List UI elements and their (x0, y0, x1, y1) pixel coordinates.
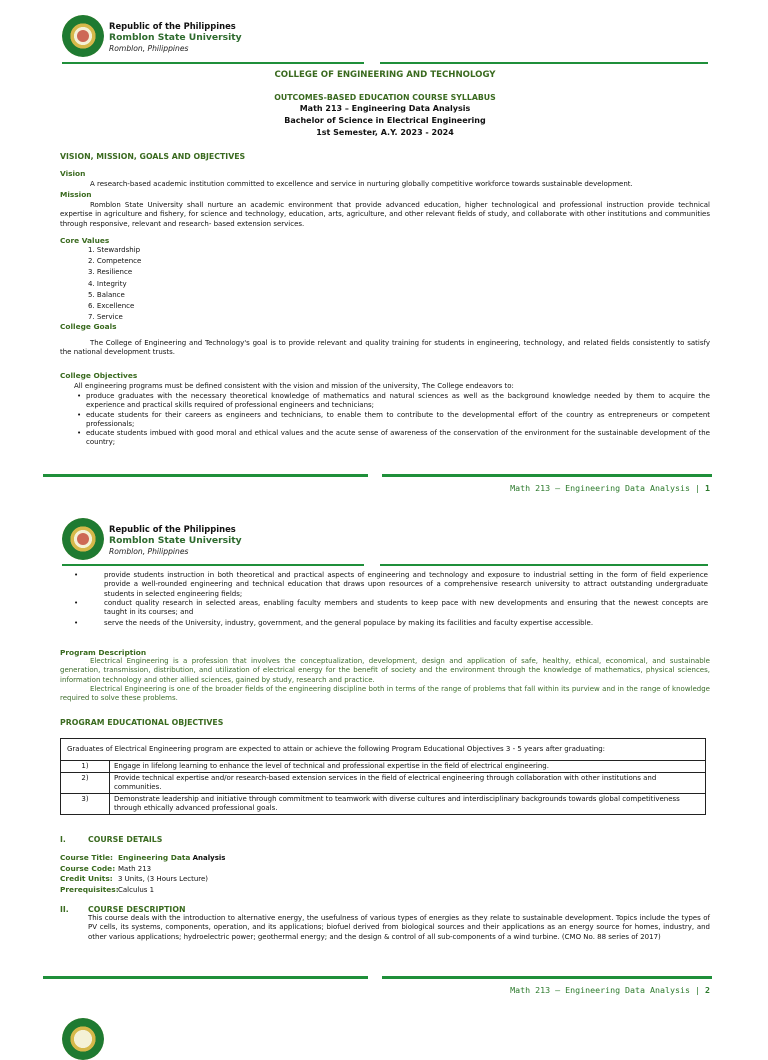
footer-divider-right (382, 474, 712, 477)
course-title-value-tail: Analysis (192, 854, 226, 862)
university-seal-logo (62, 15, 104, 57)
mission-label: Mission (60, 190, 92, 199)
college-objectives-label: College Objectives (60, 371, 138, 380)
peo-heading: PROGRAM EDUCATIONAL OBJECTIVES (60, 718, 224, 727)
list-item: • educate students for their careers as engineers and technicians, to enable them to contribute to the developmental effort of the country as entrepreneurs or competent professionals; (86, 411, 710, 430)
continued-objectives-list (104, 571, 708, 629)
mission-text: Romblon State University shall nurture an academic environment that provide advanced education, higher technological and professional instruction provide technical expertise in agriculture and fishery, for science and technology, education, arts, agriculture, and other relevant fields of study, and collaborate with other institutions and communities through responsive, relevant and research- based extension services. (60, 201, 710, 228)
course-line: Math 213 – Engineering Data Analysis (299, 104, 471, 113)
header-divider-left (62, 62, 364, 64)
header-divider-right (380, 564, 708, 566)
course-code-value: Math 213 (118, 864, 152, 873)
core-value-item: 6. Excellence (88, 302, 135, 311)
core-value-item: 3. Resilience (88, 268, 133, 277)
university-location: Romblon, Philippines (109, 547, 189, 556)
core-value-item: 2. Competence (88, 257, 142, 266)
table-row (61, 773, 706, 794)
footer-divider-left (43, 976, 368, 979)
course-details-num: I. (60, 835, 66, 844)
core-values-label: Core Values (60, 236, 110, 245)
semester-line: 1st Semester, A.Y. 2023 - 2024 (316, 128, 454, 137)
peo-number: 1) (61, 761, 110, 773)
vmgo-heading: VISION, MISSION, GOALS AND OBJECTIVES (60, 152, 246, 161)
table-row (61, 761, 706, 773)
core-value-item: 1. Stewardship (88, 246, 141, 254)
college-goals-text: The College of Engineering and Technology's goal is to provide relevant and quality training for students in engineering, technology, and related fields consistently to satisfy the national development trusts. (60, 339, 710, 357)
core-values-list (88, 245, 141, 323)
republic-label: Republic of the Philippines (109, 21, 236, 31)
course-desc-text: This course deals with the introduction to alternative energy, the usefulness of various types of energies as they relate to sustainable development. Topics include the types of PV cells, its systems, components, operation, and its applications; biofuel derived from biological sources and their applications as an energy source for homes, industry, and other various applications; hydroelectric power; geothermal energy; and the design & control of all sub-components of a wind turbine. (CMO No. 88 series of 2017) (88, 914, 710, 941)
university-location: Romblon, Philippines (109, 44, 189, 53)
college-objectives-intro: All engineering programs must be defined consistent with the vision and mission of the university, The College endeavors to: (74, 382, 514, 390)
program-desc-paragraph: Electrical Engineering is a profession that involves the conceptualization, development, design and application of safe, healthy, ethical, economical, and sustainable generation, transmission, distribution, and utilization of electrical energy for the benefit of society and the environment through the knowledge of mathematics, physical sciences, information technology and other allied sciences, gained by study, research and practice. (60, 657, 710, 684)
page-footer: Math 213 – Engineering Data Analysis | 2 (510, 985, 710, 995)
course-title-value: Engineering Data (118, 853, 191, 862)
header-divider-left (62, 564, 364, 566)
peo-number: 3) (61, 794, 110, 815)
college-objectives-list (76, 392, 710, 448)
table-row (61, 794, 706, 815)
credit-units-value: 3 Units, (3 Hours Lecture) (118, 875, 209, 883)
page-number: 2 (705, 985, 710, 995)
core-value-item: 4. Integrity (88, 279, 127, 288)
page-footer: Math 213 – Engineering Data Analysis | 1 (510, 483, 710, 493)
college-goals-label: College Goals (60, 322, 117, 331)
course-desc-num: II. (60, 905, 69, 914)
program-desc-paragraph: Electrical Engineering is one of the broader fields of the engineering discipline both in terms of the range of problems that fall within its purview and in the range of knowledge required to solve these problems. (60, 684, 710, 703)
header-divider-right (380, 62, 708, 64)
peo-intro: Graduates of Electrical Engineering program are expected to attain or achieve the following Program Educational Objectives 3 - 5 years after graduating: (60, 738, 706, 760)
program-desc-text (60, 657, 710, 703)
vision-text: A research-based academic institution committed to excellence and service in nurturing globally competitive workforce towards sustainable development. (90, 180, 633, 188)
core-value-item: 7. Service (88, 313, 123, 322)
peo-text: Demonstrate leadership and initiative through commitment to teamwork with diverse cultures and interdisciplinary backgrounds towards global competitiveness through ethically advanced professional goals. (110, 794, 706, 815)
vision-label: Vision (60, 169, 86, 178)
university-name: Romblon State University (109, 535, 242, 546)
list-item: • educate students imbued with good moral and ethical values and the acute sense of awareness of the conservation of the environment for the sustainable development of the country; (86, 429, 710, 448)
peo-text: Engage in lifelong learning to enhance the level of technical and professional expertise in the field of electrical engineering. (110, 761, 706, 773)
republic-label: Republic of the Philippines (109, 524, 236, 534)
college-title: COLLEGE OF ENGINEERING AND TECHNOLOGY (274, 70, 496, 80)
list-item: • produce graduates with the necessary theoretical knowledge of mathematics and natural sciences as well as the background knowledge needed by them to acquire the experience and practical skills required of professional engineers and technicians; (86, 392, 710, 411)
course-code-label: Course Code: (60, 863, 116, 873)
university-seal-logo (62, 1018, 104, 1060)
course-title-label: Course Title: (60, 853, 114, 862)
peo-table (60, 738, 706, 815)
program-desc-label: Program Description (60, 648, 147, 657)
credit-units-label: Credit Units: (60, 874, 113, 883)
syllabus-title: OUTCOMES-BASED EDUCATION COURSE SYLLABUS (274, 93, 496, 102)
course-details-heading: COURSE DETAILS (88, 835, 163, 844)
course-desc-heading: COURSE DESCRIPTION (88, 905, 186, 914)
peo-number: 2) (61, 773, 110, 794)
university-name: Romblon State University (109, 32, 242, 43)
list-item: • provide students instruction in both theoretical and practical aspects of engineering and technology and exposure to industrial setting in the form of field experience provide a well-rounded engineering and technical education that draws upon resources of a comprehensive research university to attract outstanding undergraduate students in selected engineering fields; (104, 571, 708, 599)
prerequisites-label: Prerequisites: (60, 884, 119, 894)
program-line: Bachelor of Science in Electrical Engineering (284, 116, 486, 125)
page-number: 1 (705, 483, 710, 493)
list-item: • serve the needs of the University, industry, government, and the general populace by making its facilities and faculty expertise accessible. (104, 619, 708, 628)
prerequisites-value: Calculus 1 (118, 885, 155, 894)
peo-text: Provide technical expertise and/or research-based extension services in the field of electrical engineering through collaboration with other institutions and communities. (110, 773, 706, 794)
course-details-block (60, 853, 225, 895)
footer-divider-right (382, 976, 712, 979)
university-seal-logo (62, 518, 104, 560)
list-item: • conduct quality research in selected areas, enabling faculty members and students to keep pace with new developments and ensuring that the newest concepts are taught in its courses; and (104, 599, 708, 618)
footer-divider-left (43, 474, 368, 477)
core-value-item: 5. Balance (88, 290, 125, 299)
